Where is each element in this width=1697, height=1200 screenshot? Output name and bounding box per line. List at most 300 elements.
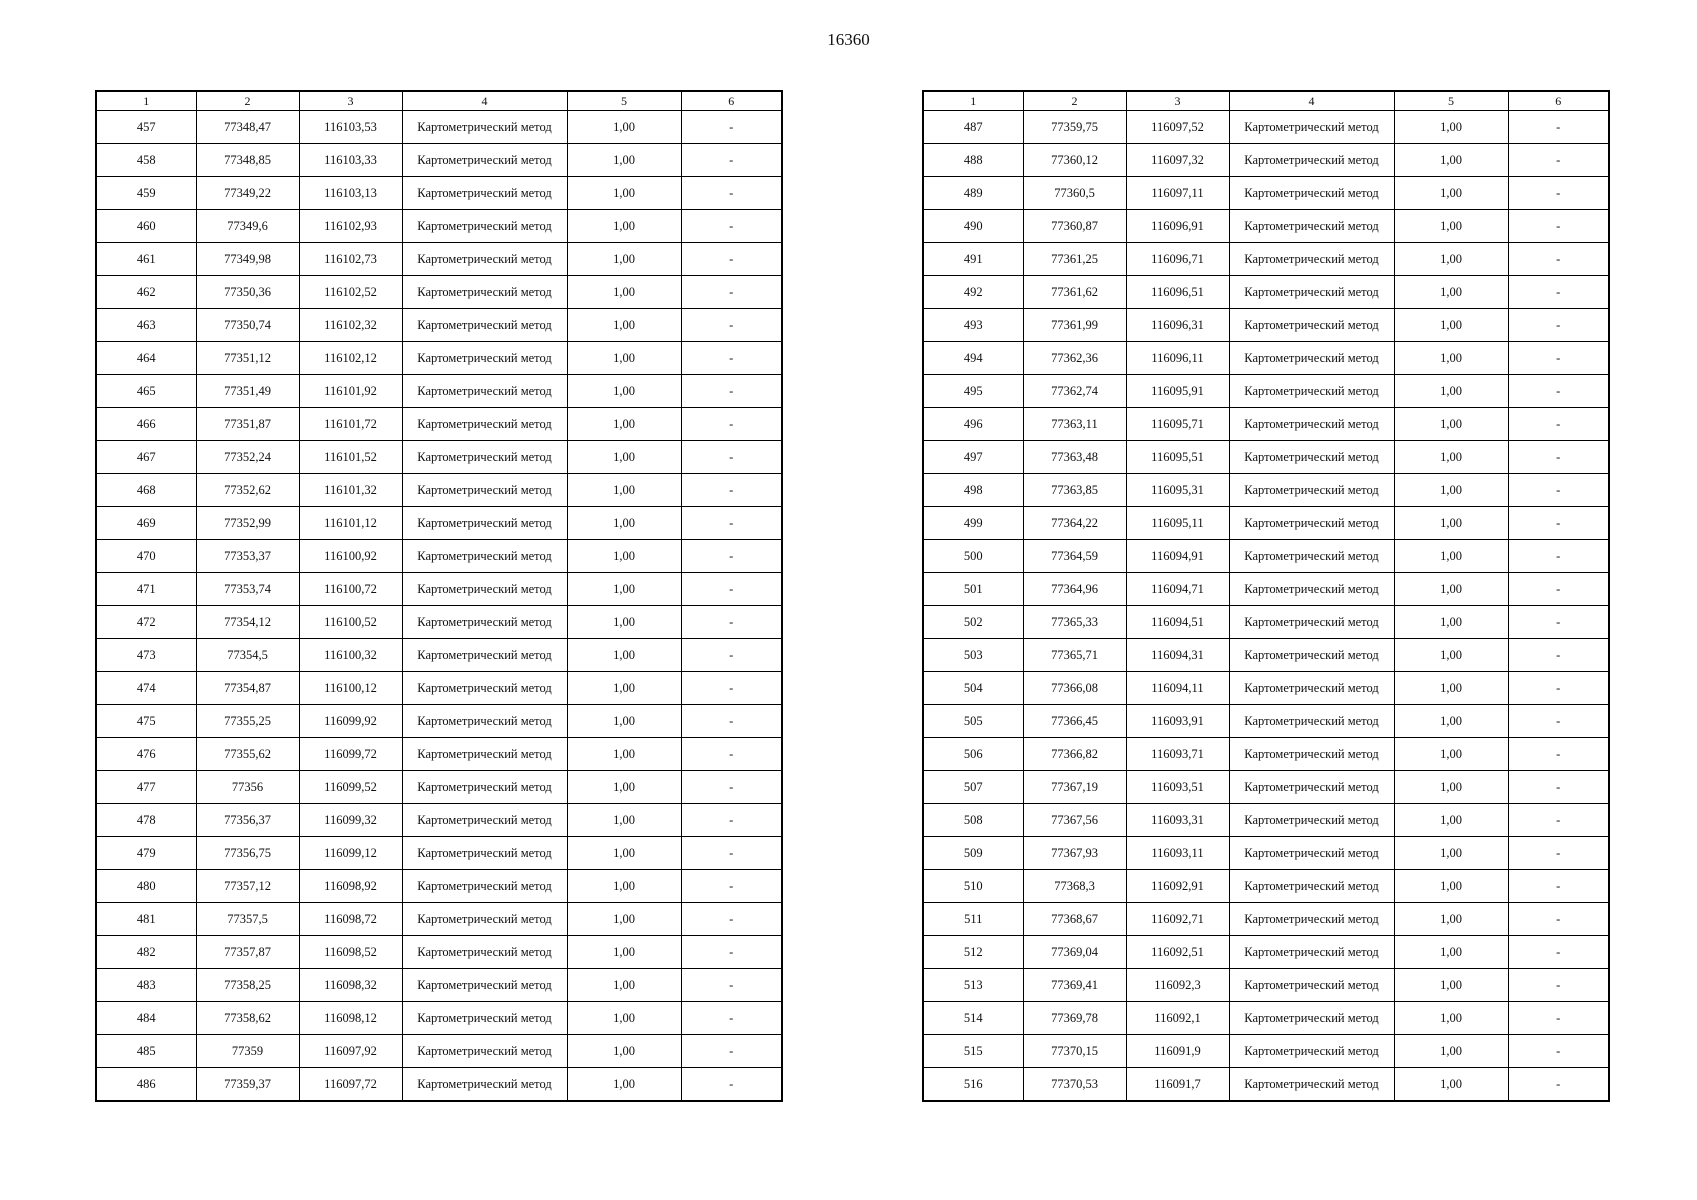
note-cell: -: [681, 672, 782, 705]
note-cell: -: [1508, 408, 1609, 441]
point-number-cell: 515: [923, 1035, 1023, 1068]
note-cell: -: [1508, 573, 1609, 606]
y-coordinate-cell: 116100,52: [299, 606, 402, 639]
y-coordinate-cell: 116092,91: [1126, 870, 1229, 903]
x-coordinate-cell: 77350,74: [196, 309, 299, 342]
table-row: [923, 1068, 1609, 1102]
x-coordinate-cell: 77364,96: [1023, 573, 1126, 606]
note-cell: -: [681, 870, 782, 903]
table-row: [923, 144, 1609, 177]
y-coordinate-cell: 116100,12: [299, 672, 402, 705]
method-cell: Картометрический метод: [402, 177, 567, 210]
accuracy-cell: 1,00: [1394, 936, 1508, 969]
accuracy-cell: 1,00: [567, 804, 681, 837]
column-header: 3: [1126, 91, 1229, 111]
note-cell: -: [681, 210, 782, 243]
y-coordinate-cell: 116095,31: [1126, 474, 1229, 507]
y-coordinate-cell: 116096,51: [1126, 276, 1229, 309]
method-cell: Картометрический метод: [1229, 969, 1394, 1002]
y-coordinate-cell: 116095,71: [1126, 408, 1229, 441]
point-number-cell: 464: [96, 342, 196, 375]
accuracy-cell: 1,00: [567, 870, 681, 903]
accuracy-cell: 1,00: [567, 639, 681, 672]
accuracy-cell: 1,00: [567, 111, 681, 144]
method-cell: Картометрический метод: [1229, 342, 1394, 375]
accuracy-cell: 1,00: [1394, 1068, 1508, 1102]
method-cell: Картометрический метод: [1229, 903, 1394, 936]
table-row: [96, 672, 782, 705]
table-row: [923, 936, 1609, 969]
x-coordinate-cell: 77357,12: [196, 870, 299, 903]
table-row: [923, 903, 1609, 936]
accuracy-cell: 1,00: [567, 903, 681, 936]
x-coordinate-cell: 77364,59: [1023, 540, 1126, 573]
point-number-cell: 467: [96, 441, 196, 474]
accuracy-cell: 1,00: [567, 441, 681, 474]
note-cell: -: [1508, 540, 1609, 573]
note-cell: -: [1508, 507, 1609, 540]
accuracy-cell: 1,00: [1394, 1035, 1508, 1068]
table-row: [923, 375, 1609, 408]
x-coordinate-cell: 77360,87: [1023, 210, 1126, 243]
point-number-cell: 509: [923, 837, 1023, 870]
x-coordinate-cell: 77362,36: [1023, 342, 1126, 375]
x-coordinate-cell: 77365,71: [1023, 639, 1126, 672]
note-cell: -: [681, 276, 782, 309]
note-cell: -: [681, 342, 782, 375]
note-cell: -: [681, 1068, 782, 1102]
method-cell: Картометрический метод: [1229, 804, 1394, 837]
method-cell: Картометрический метод: [402, 342, 567, 375]
accuracy-cell: 1,00: [567, 276, 681, 309]
y-coordinate-cell: 116099,12: [299, 837, 402, 870]
method-cell: Картометрический метод: [1229, 705, 1394, 738]
point-number-cell: 501: [923, 573, 1023, 606]
point-number-cell: 511: [923, 903, 1023, 936]
table-row: [96, 276, 782, 309]
accuracy-cell: 1,00: [1394, 870, 1508, 903]
table-row: [96, 804, 782, 837]
y-coordinate-cell: 116102,32: [299, 309, 402, 342]
y-coordinate-cell: 116103,53: [299, 111, 402, 144]
method-cell: Картометрический метод: [1229, 837, 1394, 870]
accuracy-cell: 1,00: [567, 144, 681, 177]
x-coordinate-cell: 77361,62: [1023, 276, 1126, 309]
x-coordinate-cell: 77363,48: [1023, 441, 1126, 474]
table-row: [96, 342, 782, 375]
y-coordinate-cell: 116095,11: [1126, 507, 1229, 540]
accuracy-cell: 1,00: [567, 507, 681, 540]
y-coordinate-cell: 116091,9: [1126, 1035, 1229, 1068]
method-cell: Картометрический метод: [1229, 870, 1394, 903]
accuracy-cell: 1,00: [567, 606, 681, 639]
note-cell: -: [681, 771, 782, 804]
note-cell: -: [1508, 837, 1609, 870]
y-coordinate-cell: 116097,32: [1126, 144, 1229, 177]
y-coordinate-cell: 116102,73: [299, 243, 402, 276]
method-cell: Картометрический метод: [402, 837, 567, 870]
accuracy-cell: 1,00: [1394, 606, 1508, 639]
y-coordinate-cell: 116096,31: [1126, 309, 1229, 342]
x-coordinate-cell: 77352,62: [196, 474, 299, 507]
method-cell: Картометрический метод: [402, 540, 567, 573]
accuracy-cell: 1,00: [567, 1035, 681, 1068]
table-row: [923, 210, 1609, 243]
x-coordinate-cell: 77363,11: [1023, 408, 1126, 441]
method-cell: Картометрический метод: [1229, 408, 1394, 441]
method-cell: Картометрический метод: [402, 573, 567, 606]
note-cell: -: [681, 177, 782, 210]
x-coordinate-cell: 77355,62: [196, 738, 299, 771]
x-coordinate-cell: 77363,85: [1023, 474, 1126, 507]
accuracy-cell: 1,00: [1394, 144, 1508, 177]
point-number-cell: 480: [96, 870, 196, 903]
x-coordinate-cell: 77354,87: [196, 672, 299, 705]
column-header: 5: [567, 91, 681, 111]
accuracy-cell: 1,00: [567, 210, 681, 243]
note-cell: -: [1508, 870, 1609, 903]
table-row: [96, 309, 782, 342]
point-number-cell: 457: [96, 111, 196, 144]
x-coordinate-cell: 77351,87: [196, 408, 299, 441]
accuracy-cell: 1,00: [567, 474, 681, 507]
x-coordinate-cell: 77357,5: [196, 903, 299, 936]
point-number-cell: 490: [923, 210, 1023, 243]
y-coordinate-cell: 116093,51: [1126, 771, 1229, 804]
note-cell: -: [1508, 738, 1609, 771]
y-coordinate-cell: 116101,12: [299, 507, 402, 540]
method-cell: Картометрический метод: [1229, 210, 1394, 243]
note-cell: -: [681, 606, 782, 639]
x-coordinate-cell: 77361,25: [1023, 243, 1126, 276]
method-cell: Картометрический метод: [402, 408, 567, 441]
note-cell: -: [681, 804, 782, 837]
point-number-cell: 477: [96, 771, 196, 804]
note-cell: -: [1508, 1068, 1609, 1102]
note-cell: -: [1508, 804, 1609, 837]
x-coordinate-cell: 77366,45: [1023, 705, 1126, 738]
method-cell: Картометрический метод: [402, 507, 567, 540]
accuracy-cell: 1,00: [567, 408, 681, 441]
note-cell: -: [681, 936, 782, 969]
y-coordinate-cell: 116102,12: [299, 342, 402, 375]
column-header: 6: [1508, 91, 1609, 111]
method-cell: Картометрический метод: [402, 804, 567, 837]
point-number-cell: 505: [923, 705, 1023, 738]
table-row: [923, 573, 1609, 606]
table-row: [96, 606, 782, 639]
column-header: 2: [196, 91, 299, 111]
y-coordinate-cell: 116094,71: [1126, 573, 1229, 606]
point-number-cell: 478: [96, 804, 196, 837]
accuracy-cell: 1,00: [1394, 177, 1508, 210]
accuracy-cell: 1,00: [1394, 111, 1508, 144]
column-header: 5: [1394, 91, 1508, 111]
y-coordinate-cell: 116099,52: [299, 771, 402, 804]
method-cell: Картометрический метод: [402, 243, 567, 276]
point-number-cell: 458: [96, 144, 196, 177]
method-cell: Картометрический метод: [402, 936, 567, 969]
note-cell: -: [681, 309, 782, 342]
note-cell: -: [681, 705, 782, 738]
table-row: [96, 111, 782, 144]
accuracy-cell: 1,00: [1394, 441, 1508, 474]
y-coordinate-cell: 116101,92: [299, 375, 402, 408]
note-cell: -: [1508, 309, 1609, 342]
accuracy-cell: 1,00: [567, 936, 681, 969]
accuracy-cell: 1,00: [567, 342, 681, 375]
table-row: [96, 1068, 782, 1102]
point-number-cell: 488: [923, 144, 1023, 177]
table-row: [96, 177, 782, 210]
method-cell: Картометрический метод: [402, 474, 567, 507]
column-header: 1: [923, 91, 1023, 111]
accuracy-cell: 1,00: [1394, 639, 1508, 672]
note-cell: -: [681, 474, 782, 507]
y-coordinate-cell: 116092,71: [1126, 903, 1229, 936]
point-number-cell: 513: [923, 969, 1023, 1002]
table-row: [923, 969, 1609, 1002]
table-row: [96, 474, 782, 507]
note-cell: -: [1508, 1035, 1609, 1068]
y-coordinate-cell: 116102,52: [299, 276, 402, 309]
point-number-cell: 472: [96, 606, 196, 639]
y-coordinate-cell: 116092,3: [1126, 969, 1229, 1002]
point-number-cell: 508: [923, 804, 1023, 837]
note-cell: -: [1508, 111, 1609, 144]
point-number-cell: 496: [923, 408, 1023, 441]
point-number-cell: 468: [96, 474, 196, 507]
point-number-cell: 482: [96, 936, 196, 969]
accuracy-cell: 1,00: [1394, 1002, 1508, 1035]
method-cell: Картометрический метод: [402, 606, 567, 639]
x-coordinate-cell: 77366,08: [1023, 672, 1126, 705]
point-number-cell: 492: [923, 276, 1023, 309]
point-number-cell: 499: [923, 507, 1023, 540]
point-number-cell: 503: [923, 639, 1023, 672]
table-row: [923, 1002, 1609, 1035]
point-number-cell: 514: [923, 1002, 1023, 1035]
table-row: [923, 870, 1609, 903]
point-number-cell: 481: [96, 903, 196, 936]
x-coordinate-cell: 77370,53: [1023, 1068, 1126, 1102]
page-number: 16360: [827, 30, 870, 49]
accuracy-cell: 1,00: [567, 738, 681, 771]
note-cell: -: [681, 375, 782, 408]
method-cell: Картометрический метод: [1229, 507, 1394, 540]
note-cell: -: [1508, 705, 1609, 738]
y-coordinate-cell: 116097,52: [1126, 111, 1229, 144]
accuracy-cell: 1,00: [1394, 507, 1508, 540]
table-row: [923, 738, 1609, 771]
accuracy-cell: 1,00: [1394, 243, 1508, 276]
accuracy-cell: 1,00: [567, 573, 681, 606]
note-cell: -: [681, 441, 782, 474]
y-coordinate-cell: 116093,91: [1126, 705, 1229, 738]
method-cell: Картометрический метод: [1229, 276, 1394, 309]
y-coordinate-cell: 116098,32: [299, 969, 402, 1002]
table-row: [96, 144, 782, 177]
method-cell: Картометрический метод: [402, 1002, 567, 1035]
table-header-row: [96, 91, 782, 111]
column-header: 4: [1229, 91, 1394, 111]
accuracy-cell: 1,00: [567, 672, 681, 705]
x-coordinate-cell: 77348,47: [196, 111, 299, 144]
point-number-cell: 487: [923, 111, 1023, 144]
point-number-cell: 471: [96, 573, 196, 606]
method-cell: Картометрический метод: [1229, 309, 1394, 342]
point-number-cell: 459: [96, 177, 196, 210]
method-cell: Картометрический метод: [1229, 1068, 1394, 1102]
x-coordinate-cell: 77364,22: [1023, 507, 1126, 540]
x-coordinate-cell: 77368,3: [1023, 870, 1126, 903]
column-header: 6: [681, 91, 782, 111]
point-number-cell: 510: [923, 870, 1023, 903]
x-coordinate-cell: 77356,37: [196, 804, 299, 837]
point-number-cell: 495: [923, 375, 1023, 408]
point-number-cell: 486: [96, 1068, 196, 1102]
x-coordinate-cell: 77361,99: [1023, 309, 1126, 342]
x-coordinate-cell: 77354,5: [196, 639, 299, 672]
method-cell: Картометрический метод: [1229, 639, 1394, 672]
accuracy-cell: 1,00: [567, 969, 681, 1002]
accuracy-cell: 1,00: [567, 1068, 681, 1102]
accuracy-cell: 1,00: [1394, 276, 1508, 309]
y-coordinate-cell: 116099,72: [299, 738, 402, 771]
point-number-cell: 483: [96, 969, 196, 1002]
method-cell: Картометрический метод: [1229, 1035, 1394, 1068]
note-cell: -: [1508, 243, 1609, 276]
table-row: [96, 903, 782, 936]
coordinates-table-left: [95, 90, 783, 1102]
note-cell: -: [1508, 342, 1609, 375]
table-row: [923, 837, 1609, 870]
note-cell: -: [681, 837, 782, 870]
x-coordinate-cell: 77350,36: [196, 276, 299, 309]
accuracy-cell: 1,00: [1394, 903, 1508, 936]
x-coordinate-cell: 77359,37: [196, 1068, 299, 1102]
point-number-cell: 484: [96, 1002, 196, 1035]
method-cell: Картометрический метод: [1229, 144, 1394, 177]
table-row: [96, 441, 782, 474]
method-cell: Картометрический метод: [1229, 936, 1394, 969]
accuracy-cell: 1,00: [1394, 705, 1508, 738]
table-row: [96, 936, 782, 969]
y-coordinate-cell: 116092,1: [1126, 1002, 1229, 1035]
y-coordinate-cell: 116102,93: [299, 210, 402, 243]
note-cell: -: [681, 144, 782, 177]
table-row: [96, 870, 782, 903]
accuracy-cell: 1,00: [1394, 573, 1508, 606]
note-cell: -: [1508, 144, 1609, 177]
accuracy-cell: 1,00: [567, 1002, 681, 1035]
point-number-cell: 491: [923, 243, 1023, 276]
note-cell: -: [1508, 672, 1609, 705]
note-cell: -: [681, 738, 782, 771]
table-row: [96, 837, 782, 870]
table-row: [923, 606, 1609, 639]
y-coordinate-cell: 116099,92: [299, 705, 402, 738]
note-cell: -: [1508, 936, 1609, 969]
note-cell: -: [1508, 375, 1609, 408]
x-coordinate-cell: 77358,62: [196, 1002, 299, 1035]
point-number-cell: 463: [96, 309, 196, 342]
accuracy-cell: 1,00: [1394, 672, 1508, 705]
x-coordinate-cell: 77368,67: [1023, 903, 1126, 936]
point-number-cell: 475: [96, 705, 196, 738]
y-coordinate-cell: 116100,32: [299, 639, 402, 672]
point-number-cell: 506: [923, 738, 1023, 771]
table-row: [96, 1002, 782, 1035]
method-cell: Картометрический метод: [1229, 111, 1394, 144]
point-number-cell: 466: [96, 408, 196, 441]
x-coordinate-cell: 77366,82: [1023, 738, 1126, 771]
y-coordinate-cell: 116098,12: [299, 1002, 402, 1035]
accuracy-cell: 1,00: [1394, 408, 1508, 441]
table-row: [923, 540, 1609, 573]
method-cell: Картометрический метод: [402, 870, 567, 903]
x-coordinate-cell: 77369,78: [1023, 1002, 1126, 1035]
note-cell: -: [681, 639, 782, 672]
x-coordinate-cell: 77356: [196, 771, 299, 804]
method-cell: Картометрический метод: [1229, 540, 1394, 573]
note-cell: -: [1508, 1002, 1609, 1035]
point-number-cell: 504: [923, 672, 1023, 705]
y-coordinate-cell: 116094,51: [1126, 606, 1229, 639]
table-header-row: [923, 91, 1609, 111]
point-number-cell: 498: [923, 474, 1023, 507]
x-coordinate-cell: 77353,37: [196, 540, 299, 573]
y-coordinate-cell: 116094,11: [1126, 672, 1229, 705]
x-coordinate-cell: 77356,75: [196, 837, 299, 870]
accuracy-cell: 1,00: [1394, 342, 1508, 375]
table-row: [96, 573, 782, 606]
method-cell: Картометрический метод: [402, 144, 567, 177]
method-cell: Картометрический метод: [1229, 771, 1394, 804]
table-row: [96, 375, 782, 408]
x-coordinate-cell: 77369,04: [1023, 936, 1126, 969]
table-row: [923, 705, 1609, 738]
accuracy-cell: 1,00: [1394, 837, 1508, 870]
table-row: [923, 408, 1609, 441]
point-number-cell: 500: [923, 540, 1023, 573]
note-cell: -: [681, 408, 782, 441]
table-row: [923, 639, 1609, 672]
x-coordinate-cell: 77355,25: [196, 705, 299, 738]
y-coordinate-cell: 116098,92: [299, 870, 402, 903]
point-number-cell: 476: [96, 738, 196, 771]
y-coordinate-cell: 116099,32: [299, 804, 402, 837]
accuracy-cell: 1,00: [567, 177, 681, 210]
y-coordinate-cell: 116094,31: [1126, 639, 1229, 672]
point-number-cell: 512: [923, 936, 1023, 969]
note-cell: -: [1508, 276, 1609, 309]
point-number-cell: 465: [96, 375, 196, 408]
note-cell: -: [681, 903, 782, 936]
table-row: [96, 243, 782, 276]
table-row: [96, 771, 782, 804]
method-cell: Картометрический метод: [402, 738, 567, 771]
method-cell: Картометрический метод: [402, 672, 567, 705]
y-coordinate-cell: 116091,7: [1126, 1068, 1229, 1102]
y-coordinate-cell: 116095,51: [1126, 441, 1229, 474]
x-coordinate-cell: 77359: [196, 1035, 299, 1068]
y-coordinate-cell: 116097,11: [1126, 177, 1229, 210]
x-coordinate-cell: 77354,12: [196, 606, 299, 639]
table-row: [923, 177, 1609, 210]
note-cell: -: [681, 1035, 782, 1068]
x-coordinate-cell: 77352,99: [196, 507, 299, 540]
